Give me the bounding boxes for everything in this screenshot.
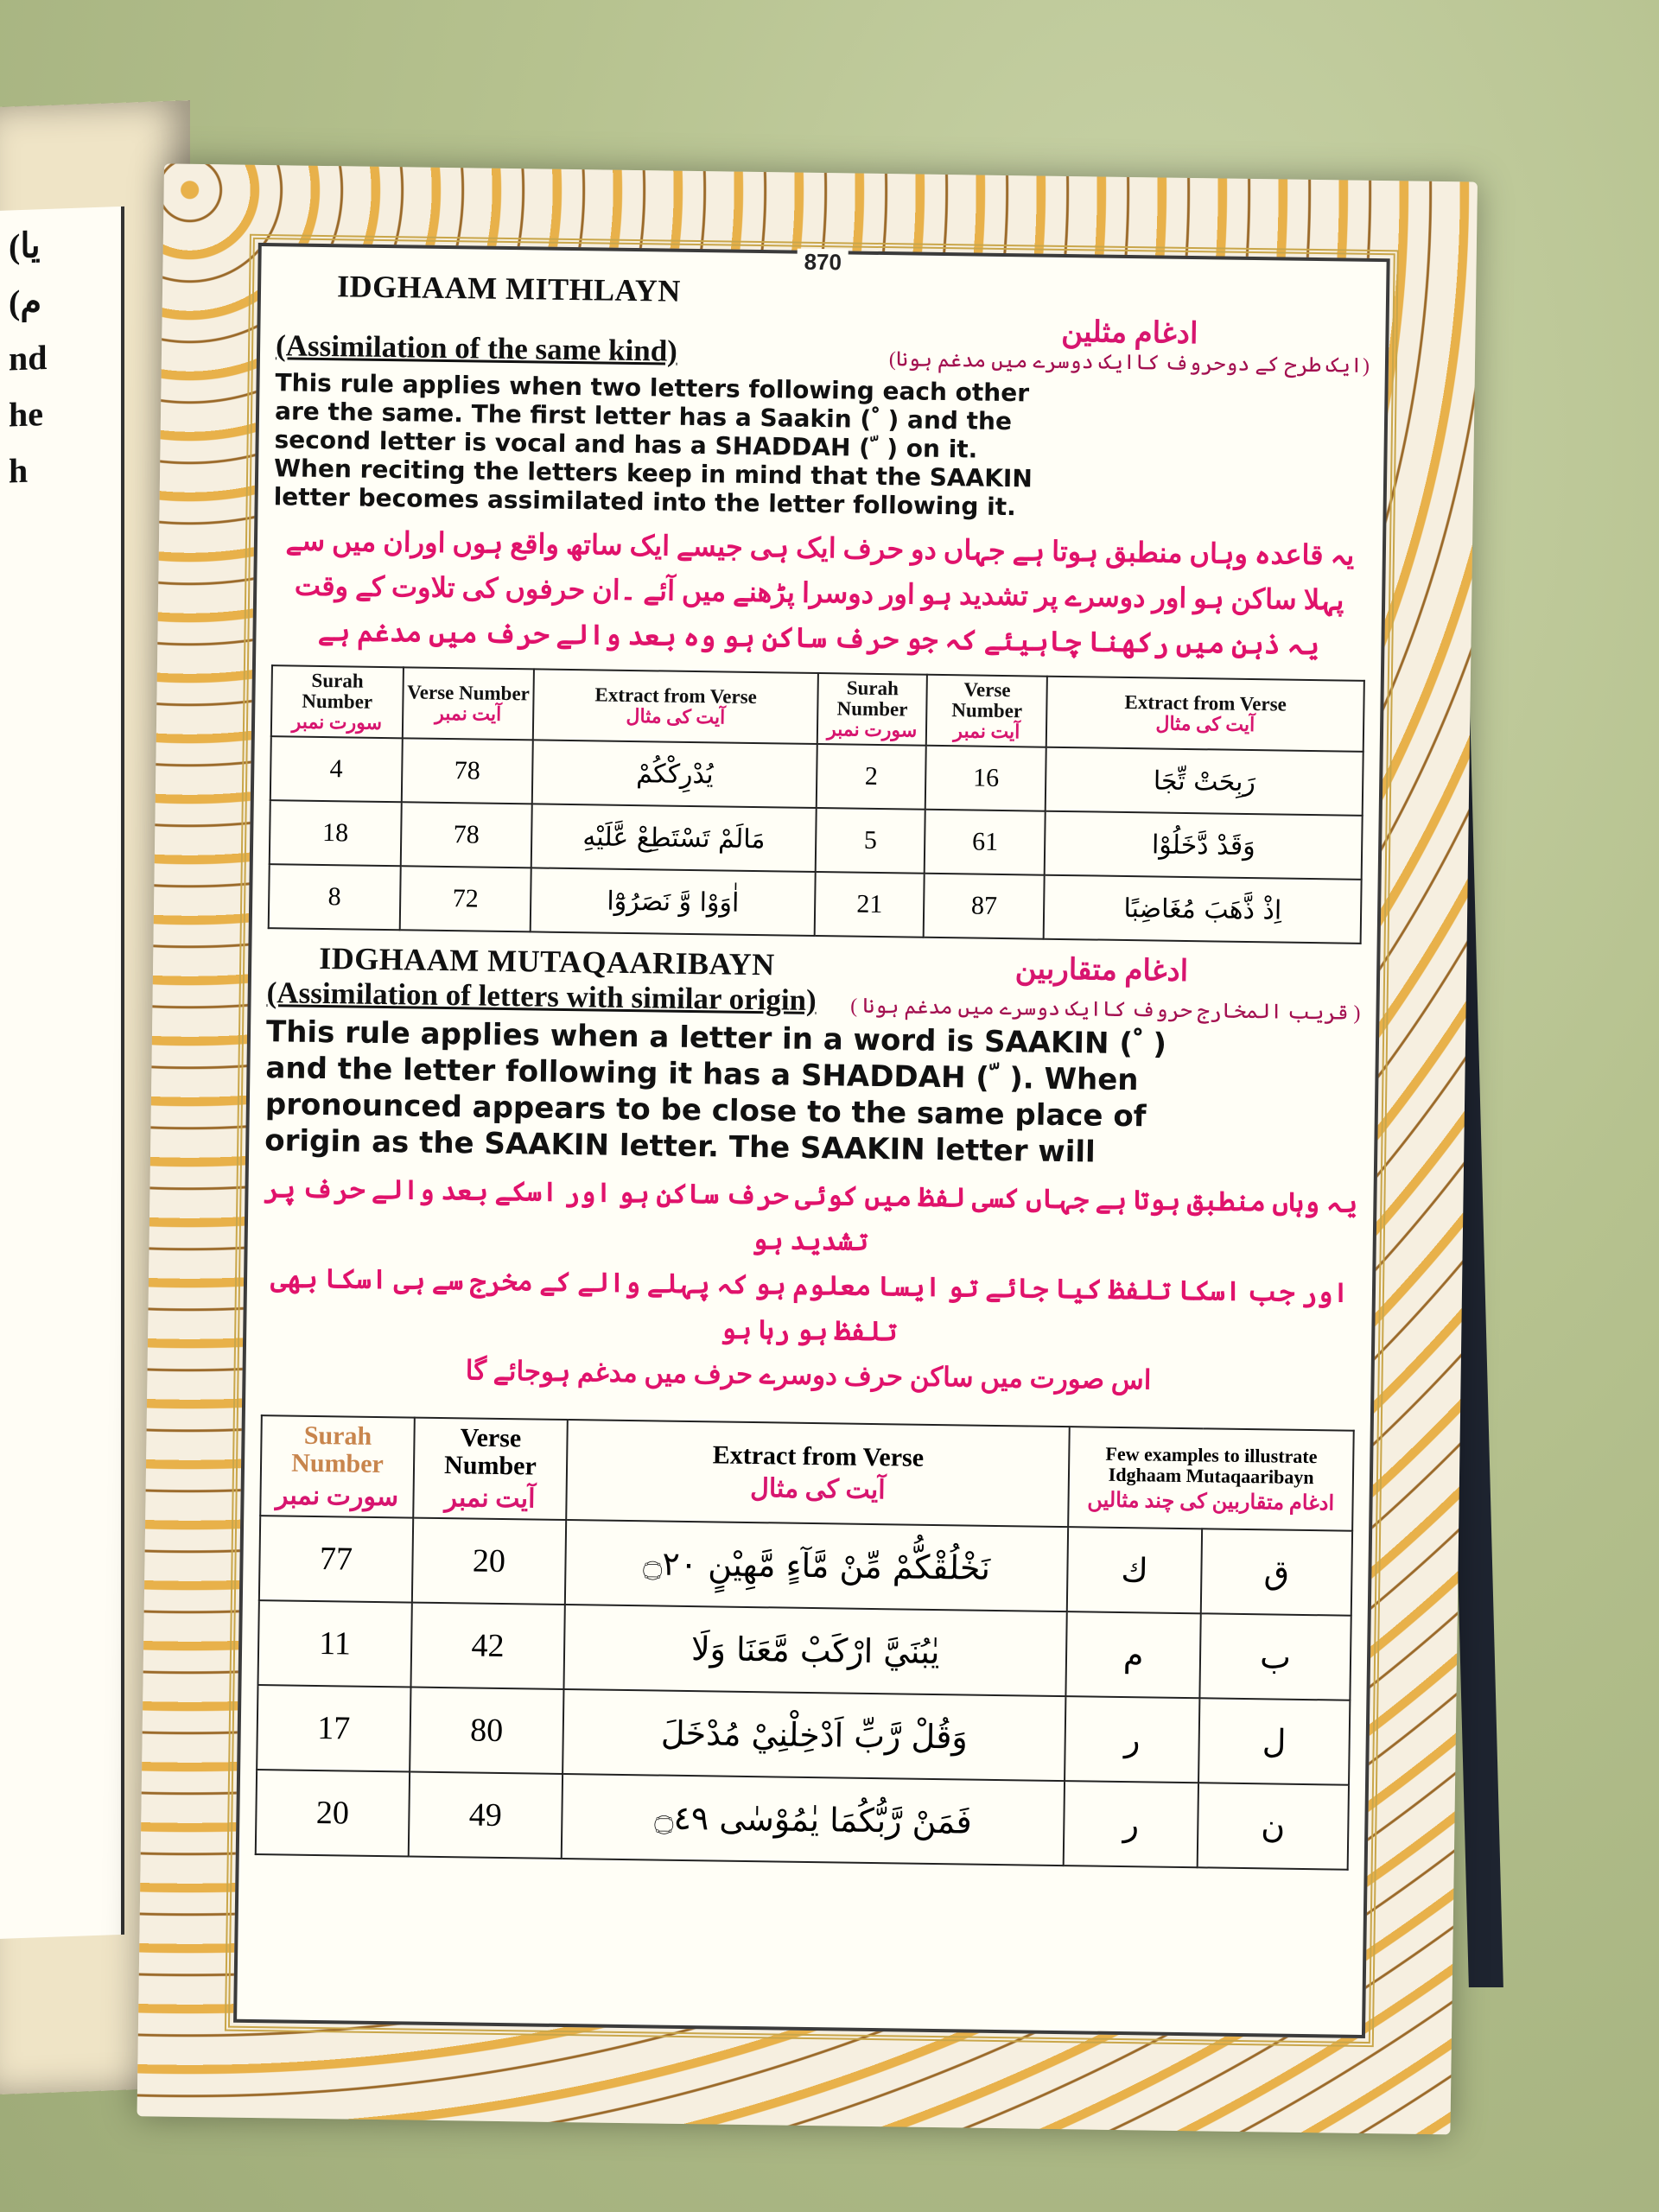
table-cell: 5 [816,808,925,874]
mithlayn-table [268,664,1365,944]
table-cell: نَخْلُقْكُّمْ مِّنْ مَّآءٍ مَّهِيْنٍ ۝٢٠ [565,1520,1069,1611]
english-line: second letter is vocal and has a SHADDAH ( ّ ) on it. [274,425,978,464]
section-subtitle: (Assimilation of letters with similar origin) [266,976,817,1018]
header-text: Verse Number [951,678,1023,722]
table-cell: 8 [269,864,401,930]
table-cell: 4 [270,736,403,802]
table-cell: م [1066,1611,1201,1698]
table-cell: 11 [258,1600,412,1687]
urdu-line: پہلا ساکن ہو اور دوسرے پر تشدید ہو اور دوسرا پڑھنے میں آئے ۔ان حرفوں کی تلاوت کے وقت [294,569,1344,616]
table-cell: 78 [401,738,533,804]
section-mutaqaaribayn [255,939,1362,1871]
table-cell: اٰوَوْا وَّ نَصَرُوْٓا [531,868,816,936]
table-cell: ر [1065,1696,1199,1783]
urdu-line: اس صورت میں ساکن حرف دوسرے حرف میں مدغم ہوجائے گا [465,1355,1152,1395]
table-row [258,1600,1351,1700]
table-cell: 61 [925,810,1046,875]
left-fragment: (يا [9,226,41,266]
header-text: Extract from Verse [594,683,758,709]
header-text: Extract from Verse [712,1440,925,1472]
table-cell: 72 [399,866,531,931]
header-text: سورت نمبر [826,718,918,741]
english-line: This rule applies when two letters following each other [275,368,1030,408]
urdu-subtitle: ( قریب المخارج حروف کاایک دوسرے میں مدغم ہونا ) [850,995,1361,1025]
urdu-title: ادغام مثلین [1061,315,1198,351]
table-cell: يٰبُنَيَّ ارْكَبْ مَّعَنَا وَلَا [563,1605,1067,1696]
table-cell: 49 [409,1772,563,1859]
table-cell: فَمَنْ رَّبُّكُمَا يٰمُوْسٰى ۝٤٩ [562,1774,1065,1866]
english-line: When reciting the letters keep in mind that the SAAKIN [273,454,1033,493]
table-cell: وَقَدْ دَّخَلُوْا [1045,811,1363,880]
urdu-line: اور جب اسکا تلفظ کیا جائے تو ایسا معلوم ہو کہ پہلے والے کے مخرج سے ہی اسکا بھی تلفظ ہو رہا ہو [270,1262,1349,1347]
header-text: Extract from Verse [1124,690,1287,715]
english-line: pronounced appears to be close to the same place of [264,1087,1147,1135]
table-header-cell [260,1415,415,1517]
header-text: سورت نمبر [291,710,383,734]
table-cell: يُدْرِكْكُمْ [532,740,817,808]
urdu-line: یہ وہاں منطبق ہوتا ہے جہاں کسی لفظ میں کوئی حرف ساکن ہو اور اسکے بعد والے حرف پر تشدید ہو [264,1173,1358,1256]
table-cell: 42 [410,1603,564,1689]
table-header-cell [817,673,928,746]
header-text: Verse Number [407,681,531,705]
mutaqaaribayn-table [255,1414,1355,1871]
header-text: آیت کی مثال [1155,712,1255,736]
table-header-cell [533,669,818,744]
english-line: and the letter following it has a SHADDAH ( ّ ). When [265,1051,1139,1098]
header-text: سورت نمبر [275,1481,399,1512]
table-header-cell [566,1420,1070,1527]
table-cell: ق [1201,1529,1352,1615]
table-header-row [260,1415,1353,1531]
section-mithlayn [268,246,1371,944]
table-cell: وَقُلْ رَّبِّ اَدْخِلْنِيْ مُدْخَلَ [563,1689,1066,1781]
table-cell: 20 [412,1518,566,1605]
table-row [256,1770,1349,1870]
table-cell: 87 [924,874,1045,939]
section-title: IDGHAAM MUTAQAARIBAYN [318,940,775,982]
table-cell: ب [1199,1613,1351,1700]
left-fragment: (م [9,282,42,322]
table-cell: رَبِحَتْ تِّجَا [1046,747,1363,816]
left-fragment: he [9,394,43,435]
section-title: IDGHAAM MITHLAYN [336,269,682,308]
table-cell: 77 [259,1516,413,1602]
table-cell: 21 [815,872,925,938]
header-text: Surah Number [836,677,908,721]
table-cell: ل [1198,1698,1350,1784]
table-header-cell [926,675,1047,747]
table-cell: ك [1067,1527,1202,1613]
table-header-cell [1046,677,1364,752]
urdu-subtitle: (ایک طرح کے دوحروف کاایک دوسرے میں مدغم ہونا) [888,348,1370,378]
table-cell: 2 [817,744,926,810]
english-line: letter becomes assimilated into the letter following it. [273,482,1016,522]
header-text: آیت نمبر [953,720,1020,743]
header-text: آیت نمبر [444,1484,536,1514]
english-line: origin as the SAAKIN letter. The SAAKIN letter will [264,1123,1096,1170]
header-text: آیت کی مثال [626,704,726,728]
left-page-text [0,207,124,1939]
left-fragment: h [9,450,29,491]
table-cell: اِذْ ذَّهَبَ مُغَاضِبًا [1044,875,1362,944]
page-number: 870 [797,249,849,276]
urdu-line: یہ قاعدہ وہاں منطبق ہوتا ہے جہاں دو حرف ایک ہی جیسے ایک ساتھ واقع ہوں اوران میں سے [285,524,1355,571]
table-cell: 80 [410,1688,563,1774]
table-cell: 20 [256,1770,410,1856]
header-text: آیت نمبر [435,702,502,725]
urdu-title: ادغام متقاربین [1014,953,1189,988]
table-header-cell [402,667,534,740]
book-page [137,163,1478,2134]
header-text: Few examples to illustrate Idghaam Mutaqaaribayn [1105,1442,1318,1489]
table-header-cell [1069,1427,1354,1531]
english-line: This rule applies when a letter in a word is SAAKIN ( ْ ) [265,1014,1167,1062]
table-cell: 17 [257,1685,410,1771]
english-line: are the same. The first letter has a Saakin ( ْ ) and the [274,397,1013,436]
table-cell: 78 [400,802,532,868]
header-text: Surah Number [302,669,373,713]
header-text: آیت کی مثال [749,1474,886,1505]
table-cell: ر [1064,1781,1198,1867]
table-header-cell [413,1418,568,1520]
left-fragment: nd [9,337,48,378]
header-text: Surah Number [291,1421,385,1479]
table-row [257,1685,1350,1785]
table-cell: 18 [270,800,402,866]
header-text: ادغام متقاربین کی چند مثالیں [1087,1489,1335,1516]
table-row [259,1516,1352,1616]
table-cell: ن [1198,1783,1349,1869]
table-cell: 16 [925,746,1046,811]
urdu-line: یہ ذہن میں رکھنا چاہیئے کہ جو حرف ساکن ہو وہ بعد والے حرف میں مدغم ہے [317,614,1320,661]
table-cell: مَالَمْ تَسْتَطِعْ عَّلَيْهِ [531,804,817,872]
section-subtitle: (Assimilation of the same kind) [275,328,678,368]
header-text: Verse Number [443,1423,537,1481]
table-header-cell [271,665,404,738]
page-frame [233,243,1390,2038]
